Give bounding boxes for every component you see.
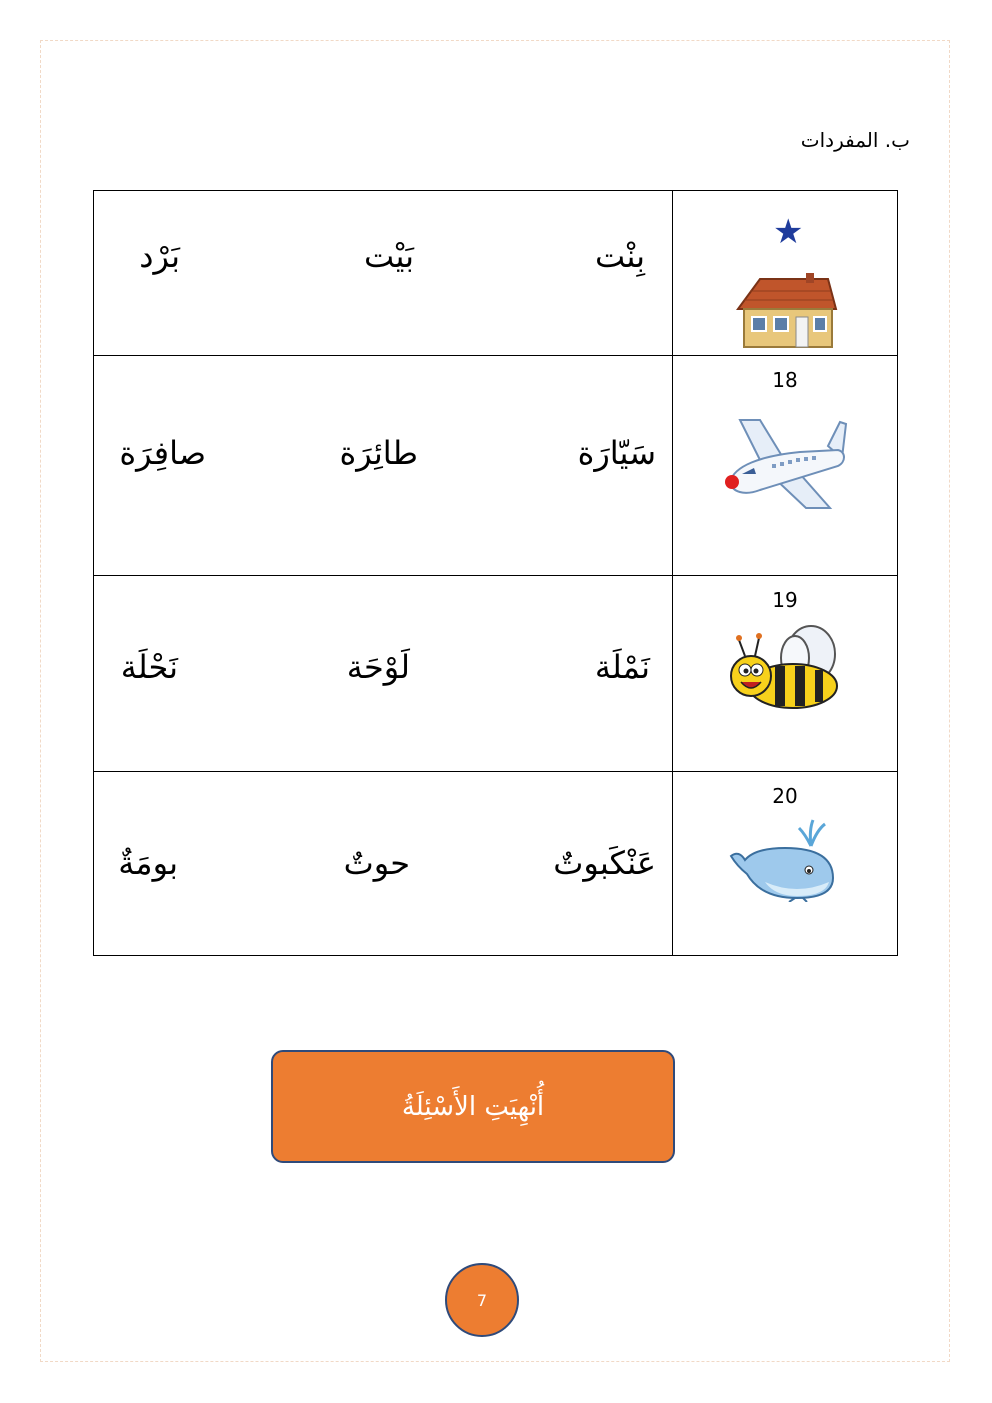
table-row bbox=[94, 576, 898, 772]
section-title: ب. المفردات bbox=[800, 128, 910, 152]
word-option[interactable]: نَحْلَة bbox=[120, 648, 178, 686]
airplane-icon bbox=[720, 416, 850, 512]
word-option[interactable]: بِنْت bbox=[595, 237, 645, 275]
word-option[interactable]: بَرْد bbox=[139, 237, 180, 275]
word-option[interactable]: حوتٌ bbox=[343, 844, 410, 882]
star-icon: ★ bbox=[773, 212, 804, 252]
question-number: 20 bbox=[772, 784, 798, 808]
table-row bbox=[94, 191, 898, 356]
question-number: 18 bbox=[772, 368, 798, 392]
image-cell bbox=[673, 576, 898, 772]
word-option[interactable]: طائِرَة bbox=[339, 434, 418, 472]
word-option[interactable]: لَوْحَة bbox=[346, 648, 410, 686]
word-option[interactable]: سَيّارَة bbox=[577, 434, 656, 472]
question-number: 19 bbox=[772, 588, 798, 612]
words-cell bbox=[94, 576, 673, 772]
bee-icon bbox=[725, 624, 845, 712]
word-option[interactable]: بومَةٌ bbox=[118, 844, 178, 882]
word-option[interactable]: بَيْت bbox=[364, 237, 414, 275]
table-row bbox=[94, 356, 898, 576]
finish-questions-button[interactable]: أُنْهِيَتِ الأَسْئِلَةُ bbox=[271, 1050, 675, 1163]
house-icon bbox=[730, 273, 840, 349]
word-option[interactable]: نَمْلَة bbox=[594, 648, 650, 686]
words-cell bbox=[94, 772, 673, 956]
words-cell bbox=[94, 356, 673, 576]
words-cell bbox=[94, 191, 673, 356]
image-cell bbox=[673, 356, 898, 576]
word-option[interactable]: صافِرَة bbox=[119, 434, 206, 472]
whale-icon bbox=[725, 816, 845, 902]
vocabulary-table bbox=[93, 190, 898, 956]
image-cell bbox=[673, 772, 898, 956]
image-cell bbox=[673, 191, 898, 356]
table-row bbox=[94, 772, 898, 956]
word-option[interactable]: عَنْكَبوتٌ bbox=[553, 844, 656, 882]
page-number: 7 bbox=[445, 1263, 519, 1337]
